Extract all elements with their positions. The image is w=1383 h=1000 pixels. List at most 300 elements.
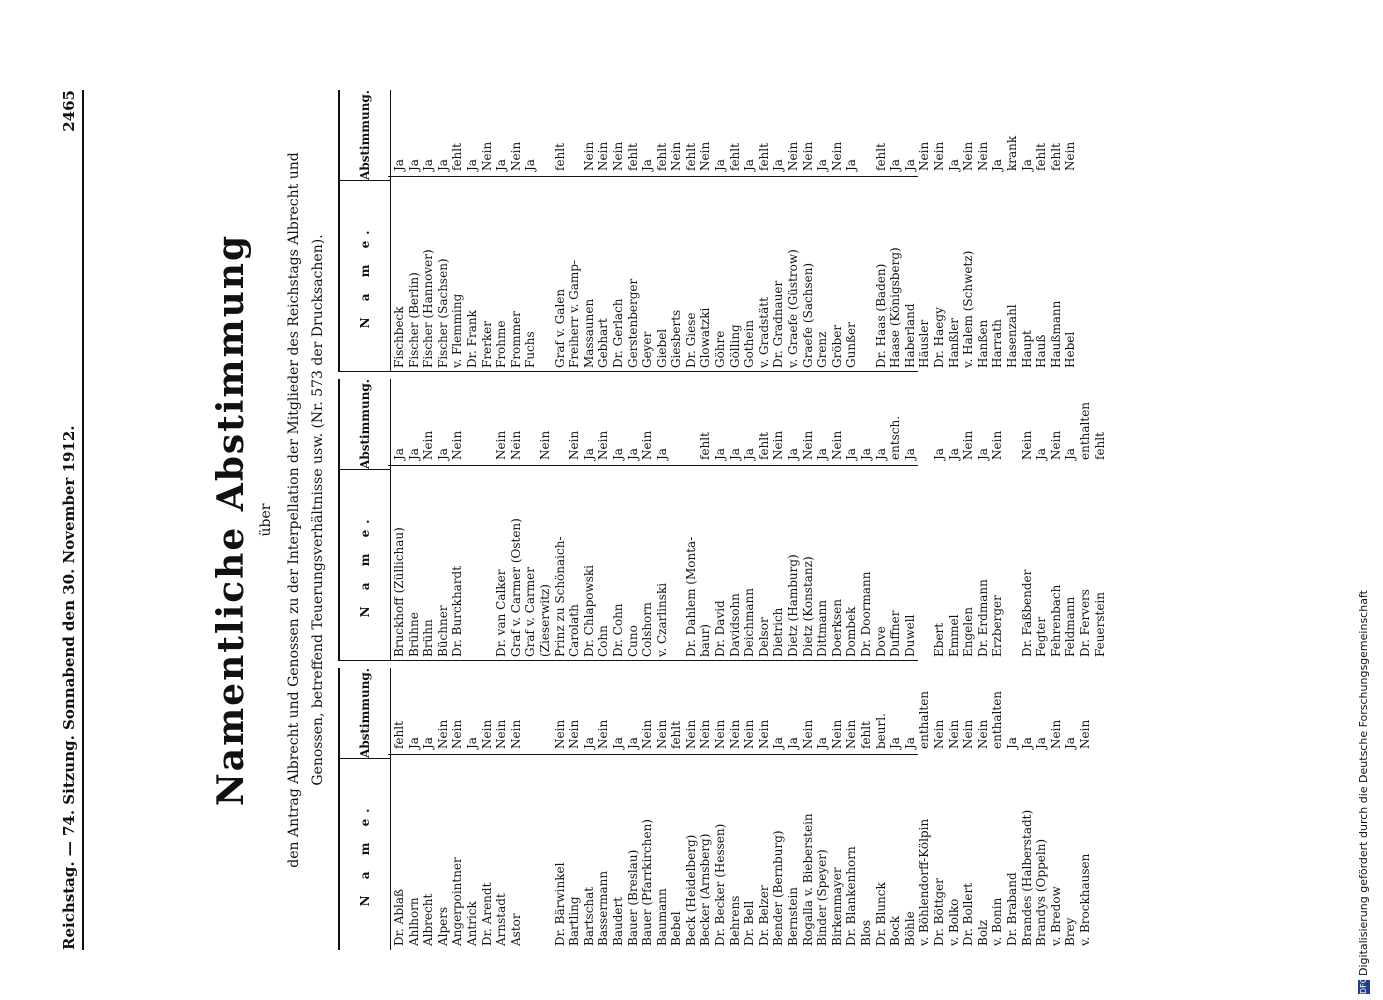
vote-value: Nein xyxy=(581,141,596,171)
member-name: Brandys (Oppeln) xyxy=(1034,838,1049,946)
column-rows xyxy=(392,90,1078,372)
vote-value xyxy=(917,379,932,466)
table-row xyxy=(582,668,597,950)
table-row xyxy=(436,379,451,661)
member-name xyxy=(538,177,553,372)
table-row xyxy=(757,379,772,661)
vote-value xyxy=(538,90,553,177)
vote-value: enthalten xyxy=(917,690,932,749)
vote-value: Ja xyxy=(523,159,538,171)
table-row xyxy=(465,90,480,372)
vote-value: Nein xyxy=(786,141,801,171)
member-name xyxy=(523,755,538,950)
vote-value: Nein xyxy=(698,141,713,171)
member-name: v. Czarlinski xyxy=(654,582,669,657)
table-row xyxy=(655,668,670,950)
vote-value: Ja xyxy=(742,448,757,460)
member-name xyxy=(465,466,480,661)
table-row xyxy=(1049,379,1064,661)
member-name: Gothein xyxy=(742,319,757,368)
table-row xyxy=(567,90,582,372)
member-name: Duffner xyxy=(888,610,903,657)
member-name: v. Flemming xyxy=(450,293,465,368)
member-name: Dietrich xyxy=(771,607,786,657)
table-row xyxy=(947,379,962,661)
member-name: Dr. Belzer xyxy=(756,885,771,946)
member-name: Colshorn xyxy=(640,602,655,657)
member-name: Dr. Erdmann xyxy=(975,579,990,657)
vote-value: Nein xyxy=(450,430,465,460)
vote-value: Ja xyxy=(771,737,786,749)
table-row xyxy=(1034,379,1049,661)
member-name: Dr. David xyxy=(713,600,728,657)
vote-value: Nein xyxy=(990,430,1005,460)
vote-value: fehlt xyxy=(625,143,640,171)
vote-value: Nein xyxy=(596,141,611,171)
table-row xyxy=(669,668,684,950)
table-row xyxy=(786,379,801,661)
vote-value: Nein xyxy=(917,141,932,171)
table-row xyxy=(1078,379,1093,661)
table-row xyxy=(742,668,757,950)
vote-value: fehlt xyxy=(1048,143,1063,171)
table-row xyxy=(771,379,786,661)
member-name: Fehrenbach xyxy=(1048,584,1063,657)
vote-value: Ja xyxy=(392,448,406,460)
table-row xyxy=(771,90,786,372)
vote-value: Ja xyxy=(435,448,450,460)
table-row xyxy=(728,668,743,950)
table-row xyxy=(874,668,889,950)
page-subtitle: über xyxy=(258,503,274,537)
table-row xyxy=(582,379,597,661)
vote-value: Ja xyxy=(931,448,946,460)
vote-value: Nein xyxy=(975,141,990,171)
vote-value: Nein xyxy=(800,141,815,171)
vote-value xyxy=(480,379,495,466)
member-name: Arnstadt xyxy=(494,893,509,946)
member-name: baur) xyxy=(698,624,713,657)
vote-value: Nein xyxy=(640,719,655,749)
member-name: Graf v. Carmer (Osten) xyxy=(508,518,523,657)
table-row xyxy=(815,90,830,372)
vote-value: Nein xyxy=(931,141,946,171)
column-rows xyxy=(392,379,1107,661)
member-name: Feuerstein xyxy=(1092,592,1107,657)
vote-header: Abstimmung. xyxy=(358,90,372,180)
member-name: Birkenmayer xyxy=(829,867,844,946)
vote-value: Nein xyxy=(508,430,523,460)
vote-value: Nein xyxy=(829,141,844,171)
table-row xyxy=(874,379,889,661)
vote-value: Ja xyxy=(902,159,917,171)
table-row xyxy=(859,379,874,661)
member-name: Albrecht xyxy=(421,893,436,946)
table-row xyxy=(640,379,655,661)
member-name: Hebel xyxy=(1063,331,1078,368)
member-name: Bartling xyxy=(567,896,582,946)
table-row xyxy=(976,90,991,372)
member-name: Büchner xyxy=(435,605,450,657)
table-row xyxy=(684,379,699,661)
page-description: den Antrag Albrecht und Genossen zu der Interpellation der Mitglieder des Reichstags Albrecht und Genossen, betreffend Teuerungsverhältnisse usw. (Nr. 573 der Drucksachen). xyxy=(286,152,326,868)
member-name: Dr. Giese xyxy=(683,312,698,368)
vote-value: fehlt xyxy=(873,143,888,171)
vote-value: Nein xyxy=(494,719,509,749)
member-name: v. Brockhausen xyxy=(1077,853,1092,946)
table-row xyxy=(596,379,611,661)
member-name: Dr. Dahlem (Monta- xyxy=(683,536,698,657)
table-row xyxy=(538,379,553,661)
table-row xyxy=(640,90,655,372)
table-row xyxy=(990,379,1005,661)
table-row xyxy=(1020,379,1035,661)
vote-value: Ja xyxy=(1019,737,1034,749)
member-name: Bauer (Breslau) xyxy=(625,849,640,946)
table-row xyxy=(830,379,845,661)
vote-value: Nein xyxy=(654,719,669,749)
member-name: Dr. Blankenhorn xyxy=(844,846,859,946)
member-name: Behrens xyxy=(727,895,742,946)
vote-value: Ja xyxy=(786,737,801,749)
table-row xyxy=(815,379,830,661)
table-row xyxy=(961,379,976,661)
vote-value: Nein xyxy=(800,719,815,749)
table-row xyxy=(465,379,480,661)
vote-value xyxy=(684,379,699,466)
table-row xyxy=(713,90,728,372)
vote-value: Ja xyxy=(421,737,436,749)
table-row xyxy=(859,668,874,950)
member-name xyxy=(480,466,495,661)
member-name: Engelen xyxy=(961,607,976,657)
member-name: Ebert xyxy=(931,622,946,657)
member-name: Dr. Cohn xyxy=(610,603,625,657)
vote-value: Ja xyxy=(581,448,596,460)
vote-value: Ja xyxy=(654,448,669,460)
member-name: Dr. Becker (Hessen) xyxy=(713,823,728,946)
table-row xyxy=(874,90,889,372)
table-row xyxy=(1005,668,1020,950)
member-name: Dr. Haas (Baden) xyxy=(873,263,888,368)
vote-value: Ja xyxy=(610,448,625,460)
member-name: Dr. Ablaß xyxy=(392,888,406,946)
member-name: (Zieserwitz) xyxy=(537,584,552,657)
member-name: Dr. Gerlach xyxy=(610,298,625,368)
name-header: N a m e. xyxy=(340,758,390,950)
column-rows xyxy=(392,668,1092,950)
table-row xyxy=(392,668,407,950)
member-name: Gerstenberger xyxy=(625,278,640,368)
table-row xyxy=(728,379,743,661)
vote-value: Ja xyxy=(435,159,450,171)
table-row xyxy=(669,379,684,661)
member-name: Becker (Arnsberg) xyxy=(698,833,713,946)
member-name: Bender (Bernburg) xyxy=(771,830,786,946)
table-row xyxy=(611,379,626,661)
table-row xyxy=(947,90,962,372)
member-name: Grenz xyxy=(815,331,830,368)
table-row xyxy=(509,90,524,372)
vote-value: Ja xyxy=(888,737,903,749)
table-row xyxy=(742,90,757,372)
table-row xyxy=(844,379,859,661)
table-row xyxy=(903,668,918,950)
table-row xyxy=(932,90,947,372)
vote-value: Ja xyxy=(581,737,596,749)
member-name xyxy=(669,466,684,661)
member-name: Dr. Burckhardt xyxy=(450,565,465,657)
vote-value xyxy=(1005,379,1020,466)
member-name: Frommer xyxy=(508,311,523,368)
name-header: N a m e. xyxy=(340,469,390,661)
table-row xyxy=(538,668,553,950)
table-row xyxy=(1034,668,1049,950)
vote-value: beurl. xyxy=(873,713,888,749)
member-name: Häusler xyxy=(917,319,932,368)
vote-value: Nein xyxy=(435,719,450,749)
table-row xyxy=(917,668,932,950)
table-row xyxy=(407,668,422,950)
member-name: Fischer (Sachsen) xyxy=(435,258,450,368)
vote-value: Ja xyxy=(771,159,786,171)
member-name xyxy=(917,466,932,661)
member-name: Dr. Faßbender xyxy=(1019,569,1034,657)
vote-value: Nein xyxy=(610,141,625,171)
member-name: v. Bonin xyxy=(990,897,1005,946)
table-row xyxy=(523,668,538,950)
table-row xyxy=(421,90,436,372)
table-row xyxy=(1005,90,1020,372)
vote-value: Nein xyxy=(961,719,976,749)
member-name: Gunßer xyxy=(844,322,859,368)
member-name: Dr. Blunck xyxy=(873,882,888,946)
vote-value xyxy=(538,668,553,755)
member-name: Dr. Bell xyxy=(742,900,757,946)
vote-column-3 xyxy=(338,90,1078,372)
page-number: 2465 xyxy=(60,90,78,132)
column-header xyxy=(338,668,391,950)
table-row xyxy=(421,668,436,950)
vote-value: Ja xyxy=(844,448,859,460)
vote-value: fehlt xyxy=(727,143,742,171)
member-name: Dittmann xyxy=(815,599,830,657)
member-name: Antrick xyxy=(464,901,479,946)
table-row xyxy=(611,668,626,950)
member-name: Dr. van Calker xyxy=(494,569,509,657)
table-row xyxy=(757,90,772,372)
member-name: Haase (Königsberg) xyxy=(888,247,903,368)
member-name xyxy=(1005,466,1020,661)
table-row xyxy=(480,379,495,661)
member-name: Bock xyxy=(888,915,903,946)
member-name: Dr. Fervers xyxy=(1077,589,1092,657)
vote-value: Ja xyxy=(713,448,728,460)
member-name: Haußmann xyxy=(1048,300,1063,368)
vote-value: enthalten xyxy=(1077,401,1092,460)
header-text: Reichstag. — 74. Sitzung. Sonnabend den 30. November 1912. xyxy=(60,425,78,950)
vote-column-2 xyxy=(338,379,1107,661)
table-row xyxy=(903,90,918,372)
table-row xyxy=(1063,668,1078,950)
digitization-note xyxy=(1357,590,1370,994)
member-name: v. Bredow xyxy=(1048,886,1063,946)
table-row xyxy=(801,668,816,950)
table-row xyxy=(436,90,451,372)
table-row xyxy=(786,668,801,950)
vote-value: Ja xyxy=(1063,448,1078,460)
table-row xyxy=(947,668,962,950)
member-name: Giesberts xyxy=(669,309,684,368)
member-name: Hanßen xyxy=(975,319,990,368)
column-header xyxy=(338,90,391,372)
vote-value: Nein xyxy=(1063,141,1078,171)
vote-value: Nein xyxy=(552,719,567,749)
member-name: Baumann xyxy=(654,888,669,946)
member-name: Ahlhorn xyxy=(406,897,421,946)
table-row xyxy=(713,379,728,661)
vote-value: Ja xyxy=(392,159,406,171)
member-name: Brandes (Halberstadt) xyxy=(1019,809,1034,946)
vote-value: fehlt xyxy=(552,143,567,171)
vote-value: Ja xyxy=(713,159,728,171)
vote-header: Abstimmung. xyxy=(358,668,372,758)
table-row xyxy=(494,90,509,372)
member-name: Geyer xyxy=(640,331,655,368)
table-row xyxy=(888,379,903,661)
member-name: Duwell xyxy=(902,614,917,657)
vote-value xyxy=(669,379,684,466)
vote-value xyxy=(523,668,538,755)
table-row xyxy=(684,90,699,372)
vote-value: Nein xyxy=(450,719,465,749)
member-name: Graf v. Galen xyxy=(552,288,567,368)
member-name: Freiherr v. Gamp- xyxy=(567,260,582,368)
vote-value: Nein xyxy=(800,430,815,460)
vote-value: Nein xyxy=(494,430,509,460)
digitization-text: Digitalisierung gefördert durch die Deutsche Forschungsgemeinschaft xyxy=(1357,590,1370,976)
table-row xyxy=(742,379,757,661)
table-row xyxy=(480,90,495,372)
table-row xyxy=(1049,668,1064,950)
member-name: Graf v. Carmer xyxy=(523,566,538,657)
table-row xyxy=(1005,379,1020,661)
vote-value: Ja xyxy=(1019,159,1034,171)
vote-value: Nein xyxy=(931,719,946,749)
table-row xyxy=(815,668,830,950)
vote-value: Ja xyxy=(786,448,801,460)
member-name: v. Bolko xyxy=(946,898,961,946)
table-row xyxy=(844,90,859,372)
table-row xyxy=(1020,90,1035,372)
vote-value: Nein xyxy=(508,141,523,171)
member-name: Frerker xyxy=(479,320,494,368)
table-row xyxy=(553,668,568,950)
table-row xyxy=(611,90,626,372)
table-row xyxy=(1078,668,1093,950)
vote-value: fehlt xyxy=(654,143,669,171)
member-name: Davidsohn xyxy=(727,593,742,657)
member-name: Baudert xyxy=(610,896,625,946)
table-row xyxy=(961,668,976,950)
member-name: Prinz zu Schönaich- xyxy=(552,536,567,657)
vote-value: Ja xyxy=(625,448,640,460)
table-row xyxy=(917,379,932,661)
vote-value: Ja xyxy=(815,159,830,171)
table-row xyxy=(757,668,772,950)
vote-value: Nein xyxy=(1077,719,1092,749)
table-row xyxy=(480,668,495,950)
member-name: v. Gradstätt xyxy=(756,297,771,368)
vote-value: Nein xyxy=(683,719,698,749)
table-row xyxy=(976,379,991,661)
dfg-logo: DFG xyxy=(1359,977,1368,994)
table-row xyxy=(698,668,713,950)
vote-value: Nein xyxy=(508,719,523,749)
vote-value: Nein xyxy=(596,430,611,460)
table-row xyxy=(932,379,947,661)
table-row xyxy=(626,668,641,950)
member-name: Fuchs xyxy=(523,331,538,368)
vote-value: Ja xyxy=(844,159,859,171)
table-row xyxy=(1093,379,1108,661)
member-name xyxy=(859,177,874,372)
member-name: Glowatzki xyxy=(698,307,713,368)
table-row xyxy=(990,90,1005,372)
table-row xyxy=(509,668,524,950)
table-row xyxy=(1063,90,1078,372)
member-name: Doerksen xyxy=(829,599,844,657)
member-name: Cuno xyxy=(625,625,640,657)
table-row xyxy=(523,90,538,372)
member-name: Fischbeck xyxy=(392,306,406,368)
table-row xyxy=(786,90,801,372)
member-name: Bauer (Pfarrkirchen) xyxy=(640,819,655,946)
vote-value: Ja xyxy=(859,448,873,460)
vote-value: Nein xyxy=(961,141,976,171)
member-name: Haberland xyxy=(902,303,917,368)
vote-value: fehlt xyxy=(1092,432,1107,460)
vote-value: Nein xyxy=(756,719,771,749)
page-title: Namentliche Abstimmung xyxy=(210,233,252,807)
table-row xyxy=(1049,90,1064,372)
vote-header: Abstimmung. xyxy=(358,379,372,469)
table-row xyxy=(801,90,816,372)
table-row xyxy=(728,90,743,372)
member-name: Dr. Bärwinkel xyxy=(552,862,567,946)
table-row xyxy=(509,379,524,661)
vote-value: Nein xyxy=(713,719,728,749)
vote-value: Ja xyxy=(975,448,990,460)
table-row xyxy=(917,90,932,372)
vote-column-1 xyxy=(338,668,1092,950)
member-name: Astor xyxy=(508,913,523,946)
vote-value: Nein xyxy=(1019,430,1034,460)
vote-value: Nein xyxy=(567,719,582,749)
vote-value: Ja xyxy=(902,448,917,460)
table-row xyxy=(494,668,509,950)
member-name: Dr. Chlapowski xyxy=(581,564,596,657)
vote-value: Nein xyxy=(1048,719,1063,749)
vote-value: Ja xyxy=(946,448,961,460)
vote-value: Nein xyxy=(698,719,713,749)
member-name: Deichmann xyxy=(742,588,757,657)
member-name: Bruckhoff (Züllichau) xyxy=(392,527,406,657)
member-name: Gröber xyxy=(829,324,844,368)
table-row xyxy=(596,668,611,950)
member-name: Haupt xyxy=(1019,330,1034,368)
vote-value xyxy=(859,90,874,177)
